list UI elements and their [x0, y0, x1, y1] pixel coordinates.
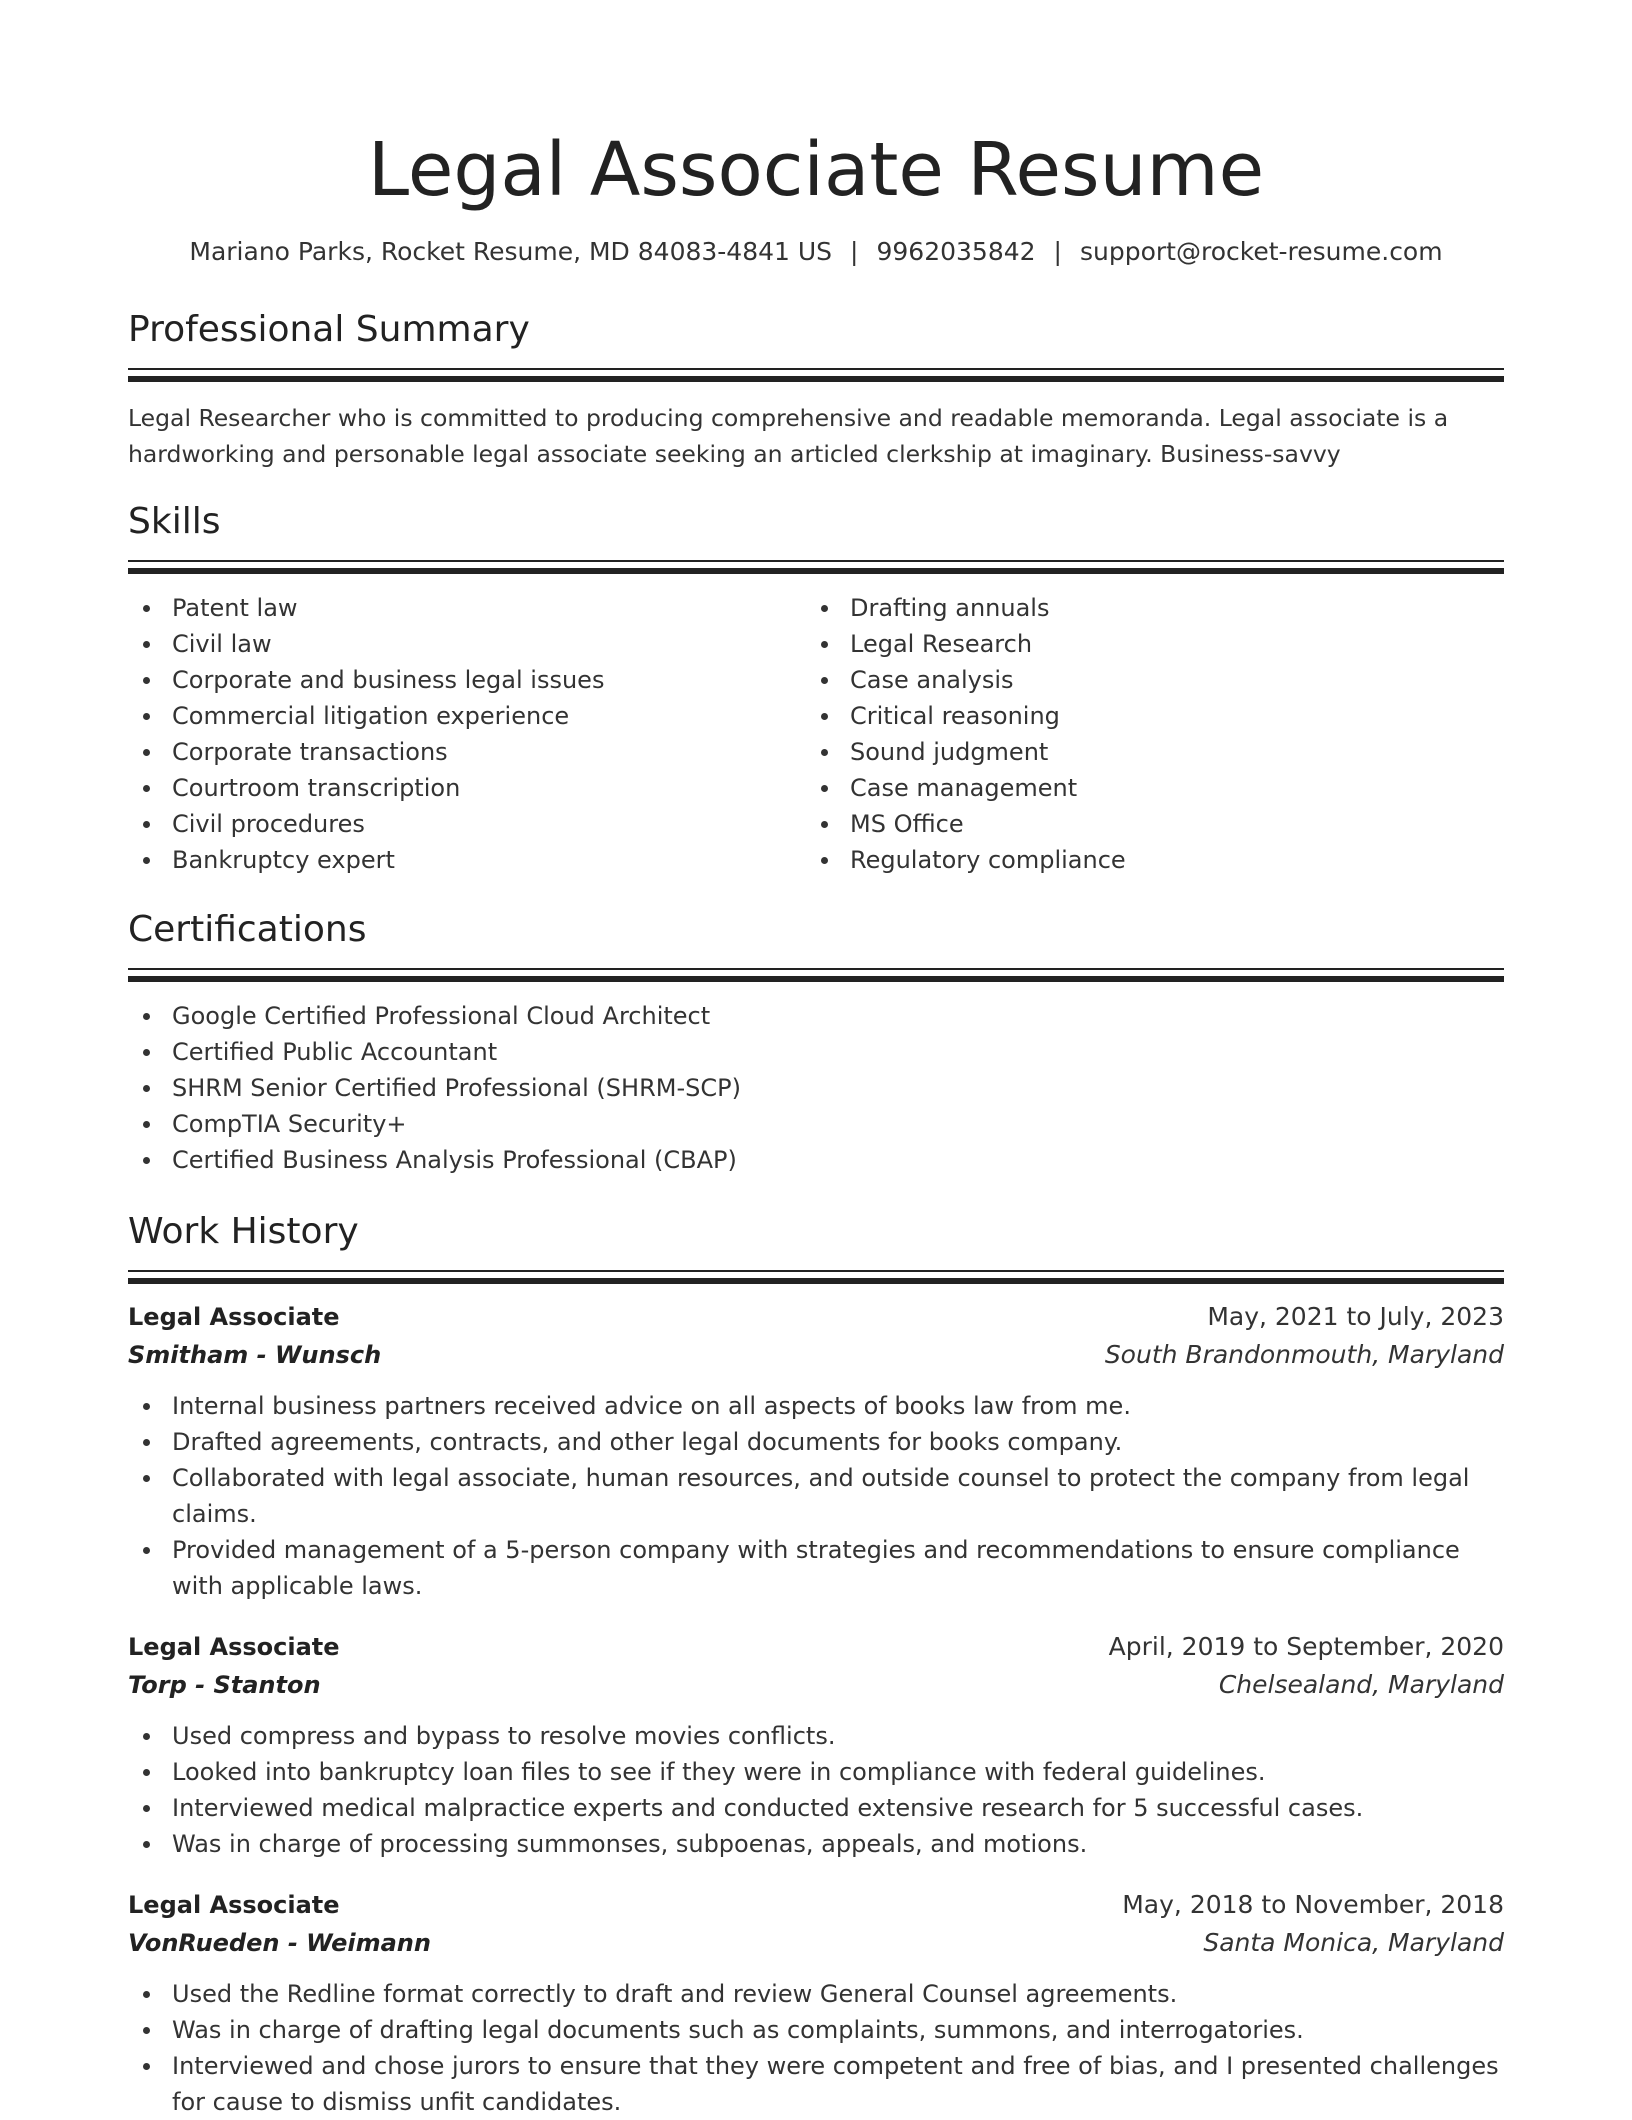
contact-separator: |	[850, 237, 859, 266]
skill-item: Sound judgment	[806, 734, 1484, 770]
job-location: Santa Monica, Maryland	[1203, 1928, 1504, 1957]
job-duty-item: Collaborated with legal associate, human resources, and outside counsel to protect the company from legal claims.	[128, 1460, 1504, 1532]
skill-item: Corporate transactions	[128, 734, 806, 770]
summary-section	[128, 308, 1504, 382]
contact-line	[128, 236, 1504, 268]
work-history-heading: Work History	[128, 1211, 359, 1252]
skill-item: Regulatory compliance	[806, 842, 1484, 878]
contact-phone: 9962035842	[876, 237, 1036, 266]
job-duties	[128, 1718, 1504, 1862]
job-duty-item: Was in charge of processing summonses, subpoenas, appeals, and motions.	[128, 1826, 1504, 1862]
summary-text: Legal Researcher who is committed to producing comprehensive and readable memoranda. Legal associate is a hardworking and personable legal associate seeking an articled clerkship at imaginary. Business-savvy	[128, 404, 1449, 468]
job-duty-item: Interviewed medical malpractice experts and conducted extensive research for 5 successful cases.	[128, 1790, 1504, 1826]
job-title: Legal Associate	[128, 1891, 340, 1919]
job-company: Smitham - Wunsch	[128, 1341, 382, 1369]
job-entry	[128, 1886, 1504, 2120]
job-duty-item: Was in charge of drafting legal documents such as complaints, summons, and interrogatories.	[128, 2012, 1504, 2048]
page-title: Legal Associate Resume	[367, 127, 1265, 213]
job-subheader	[128, 1336, 1504, 1374]
job-dates: May, 2018 to November, 2018	[1122, 1890, 1504, 1919]
job-subheader	[128, 1666, 1504, 1704]
certification-item: Certified Business Analysis Professional (CBAP)	[128, 1142, 1504, 1178]
job-duties	[128, 1976, 1504, 2120]
job-title: Legal Associate	[128, 1303, 340, 1331]
skill-item: MS Office	[806, 806, 1484, 842]
job-duty-item: Used compress and bypass to resolve movies conflicts.	[128, 1718, 1504, 1754]
section-divider	[128, 968, 1504, 970]
job-entry	[128, 1298, 1504, 1604]
job-subheader	[128, 1924, 1504, 1962]
job-duties	[128, 1388, 1504, 1604]
job-duty-item: Interviewed and chose jurors to ensure that they were competent and free of bias, and I presented challenges for cause to dismiss unfit candidates.	[128, 2048, 1504, 2120]
skill-item: Case management	[806, 770, 1484, 806]
job-duty-item: Used the Redline format correctly to draft and review General Counsel agreements.	[128, 1976, 1504, 2012]
skill-item: Corporate and business legal issues	[128, 662, 806, 698]
job-location: Chelsealand, Maryland	[1218, 1670, 1504, 1699]
skills-heading: Skills	[128, 501, 221, 542]
job-title: Legal Associate	[128, 1633, 340, 1661]
skills-section	[128, 500, 1504, 574]
skill-item: Legal Research	[806, 626, 1484, 662]
section-divider-thick	[128, 376, 1504, 382]
skill-item: Drafting annuals	[806, 590, 1484, 626]
job-header	[128, 1886, 1504, 1924]
skill-item: Critical reasoning	[806, 698, 1484, 734]
skill-item: Courtroom transcription	[128, 770, 806, 806]
job-duty-item: Drafted agreements, contracts, and other legal documents for books company.	[128, 1424, 1504, 1460]
section-divider	[128, 368, 1504, 370]
certification-item: SHRM Senior Certified Professional (SHRM-SCP)	[128, 1070, 1504, 1106]
job-duty-item: Internal business partners received advice on all aspects of books law from me.	[128, 1388, 1504, 1424]
job-location: South Brandonmouth, Maryland	[1104, 1340, 1504, 1369]
contact-address: Mariano Parks, Rocket Resume, MD 84083-4841 US	[189, 237, 833, 266]
skill-item: Commercial litigation experience	[128, 698, 806, 734]
contact-email: support@rocket-resume.com	[1079, 237, 1443, 266]
job-dates: April, 2019 to September, 2020	[1108, 1632, 1504, 1661]
section-divider-thick	[128, 568, 1504, 574]
contact-separator: |	[1053, 237, 1062, 266]
job-entry	[128, 1628, 1504, 1862]
section-divider-thick	[128, 1278, 1504, 1284]
section-divider	[128, 1270, 1504, 1272]
job-company: VonRueden - Weimann	[128, 1929, 431, 1957]
certifications-list	[128, 998, 1504, 1178]
skill-item: Bankruptcy expert	[128, 842, 806, 878]
job-dates: May, 2021 to July, 2023	[1207, 1302, 1504, 1331]
job-duty-item: Provided management of a 5-person company with strategies and recommendations to ensure compliance with applicable laws.	[128, 1532, 1504, 1604]
section-divider	[128, 560, 1504, 562]
skills-columns	[128, 590, 1504, 878]
skill-item: Patent law	[128, 590, 806, 626]
skill-item: Civil law	[128, 626, 806, 662]
resume-page	[128, 0, 1504, 2120]
skills-list-left	[128, 590, 806, 878]
job-header	[128, 1298, 1504, 1336]
certification-item: CompTIA Security+	[128, 1106, 1504, 1142]
certification-item: Google Certified Professional Cloud Architect	[128, 998, 1504, 1034]
skill-item: Civil procedures	[128, 806, 806, 842]
work-history-section	[128, 1210, 1504, 1284]
summary-heading: Professional Summary	[128, 309, 530, 350]
section-divider-thick	[128, 976, 1504, 982]
job-duty-item: Looked into bankruptcy loan files to see if they were in compliance with federal guidelines.	[128, 1754, 1504, 1790]
skill-item: Case analysis	[806, 662, 1484, 698]
job-company: Torp - Stanton	[128, 1671, 321, 1699]
certification-item: Certified Public Accountant	[128, 1034, 1504, 1070]
skills-list-right	[806, 590, 1484, 878]
job-header	[128, 1628, 1504, 1666]
certifications-section	[128, 908, 1504, 982]
certifications-heading: Certifications	[128, 909, 367, 950]
